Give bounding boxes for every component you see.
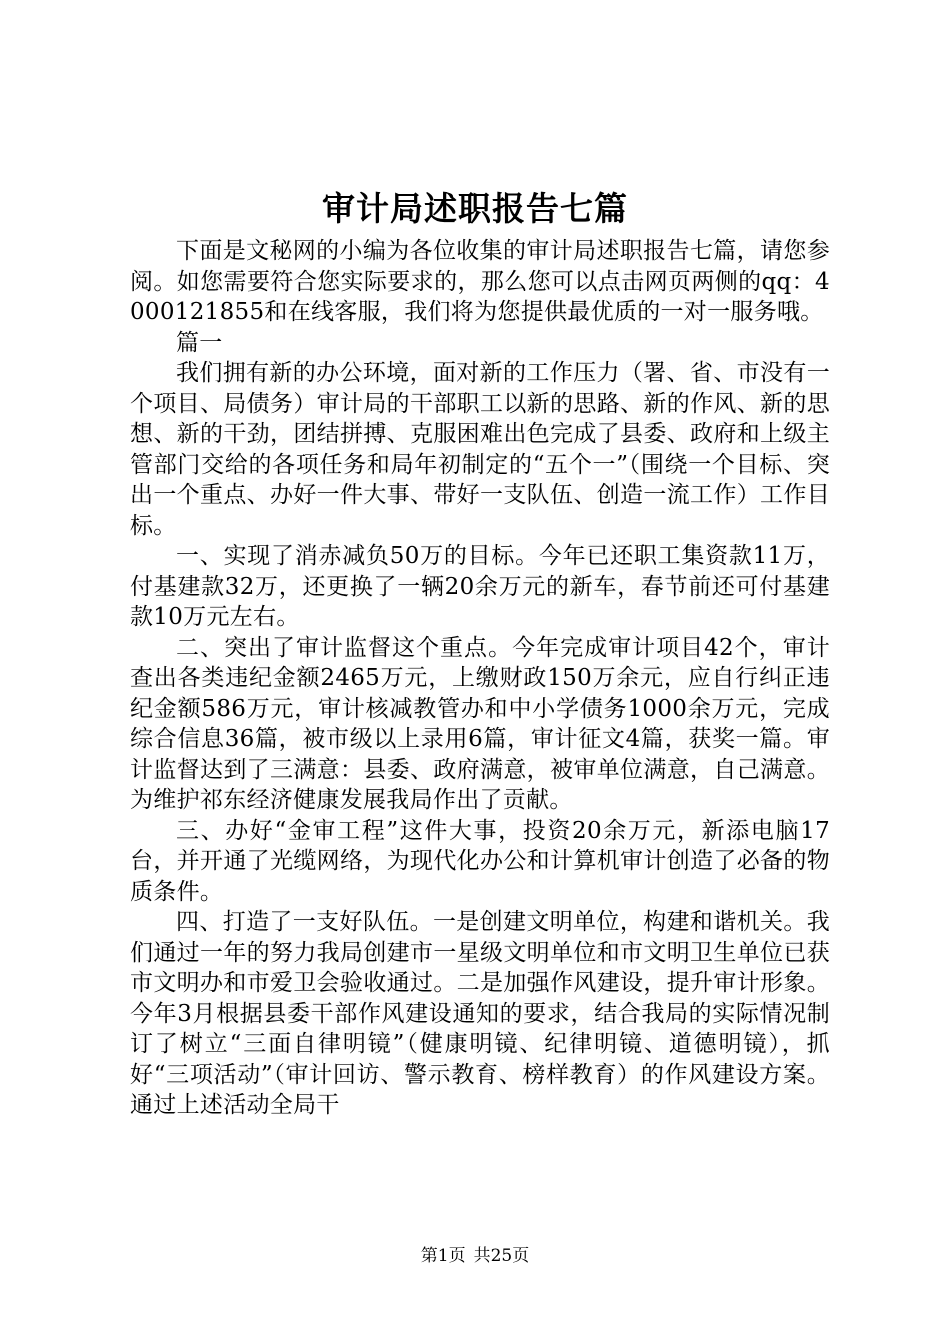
- page-number: 第1页: [420, 1246, 466, 1266]
- intro-paragraph: 下面是文秘网的小编为各位收集的审计局述职报告七篇，请您参阅。如您需要符合您实际要求的，那么您可以点击网页两侧的qq：4000121855和在线客服，我们将为您提供最优质的一对一服务哦。: [130, 238, 830, 325]
- document-body: [130, 236, 830, 1121]
- body-paragraph: 一、实现了消赤减负50万的目标。今年已还职工集资款11万，付基建款32万，还更换了一辆20余万元的新车，春节前还可付基建款10万元左右。: [130, 543, 830, 630]
- body-paragraph: 三、办好“金审工程”这件大事，投资20余万元，新添电脑17台，并开通了光缆网络，为现代化办公和计算机审计创造了必备的物质条件。: [130, 817, 830, 905]
- section-heading: 篇一: [176, 329, 223, 356]
- page-footer: [0, 1244, 950, 1268]
- document-title: 审计局述职报告七篇: [322, 189, 628, 228]
- body-paragraph: 二、突出了审计监督这个重点。今年完成审计项目42个，审计查出各类违纪金额2465万元，上缴财政150万余元，应自行纠正违纪金额586万元，审计核减教管办和中小学债务1000余万元，完成综合信息36篇，被市级以上录用6篇，审计征文4篇，获奖一篇。审计监督达到了三满意：县委、政府满意，被审单位满意，自己满意。为维护祁东经济健康发展我局作出了贡献。: [130, 634, 830, 813]
- body-paragraph: 我们拥有新的办公环境，面对新的工作压力（署、省、市没有一个项目、局债务）审计局的干部职工以新的思路、新的作风、新的思想、新的干劲，团结拼搏、克服困难出色完成了县委、政府和上级主管部门交给的各项任务和局年初制定的“五个一”（围绕一个目标、突出一个重点、办好一件大事、带好一支队伍、创造一流工作）工作目标。: [130, 360, 830, 539]
- body-paragraph: 四、打造了一支好队伍。一是创建文明单位，构建和谐机关。我们通过一年的努力我局创建市一星级文明单位和市文明卫生单位已获市文明办和市爱卫会验收通过。二是加强作风建设，提升审计形象。今年3月根据县委干部作风建设通知的要求，结合我局的实际情况制订了树立“三面自律明镜”（健康明镜、纪律明镜、道德明镜），抓好“三项活动”（审计回访、警示教育、榜样教育）的作风建设方案。通过上述活动全局干: [130, 909, 830, 1118]
- page-count: 共25页: [473, 1246, 530, 1266]
